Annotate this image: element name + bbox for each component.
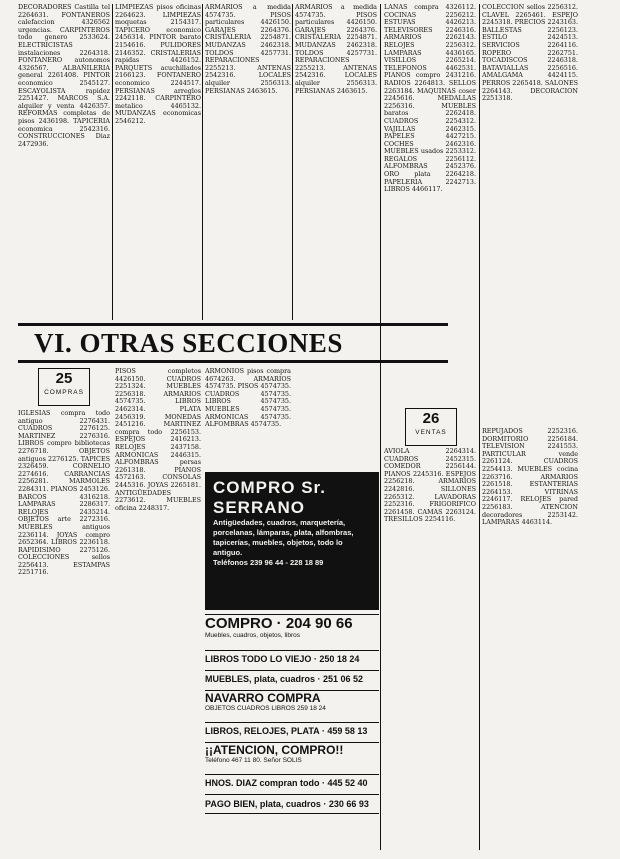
classified-text: ARMARIOS a medida 4574735. PISOS particulares 4426150. GARAJES 2264376. CRISTALERIA 2254871. MUDANZAS 2462318. TOLDOS 4257731. REPARACIONES 2255213. ANTENAS 2542316. LOCALES alquiler 2556313. PERSIANAS 2463615. <box>295 4 377 95</box>
badge-label: VENTAS <box>415 429 447 436</box>
ad-title: HNOS. DIAZ compran todo · 445 52 40 <box>205 778 368 788</box>
classified-text: AVIOLA 2264314. CUADROS 2452315. COMEDOR 2256144. PIANOS 2245316. ESPEJOS 2256218. ARMARIOS 2242816. SILLONES 2265312. LAVADORAS 2252316. FRIGORIFICO 2261458. CAMAS 2263124. TRESILLOS 2254116. <box>384 448 476 524</box>
badge-number: 26 <box>422 410 440 427</box>
column-5-bottom <box>482 428 578 850</box>
muebles-ad <box>205 670 379 688</box>
ventas-badge <box>405 408 457 446</box>
ad-title: LIBROS, RELOJES, PLATA · 459 58 13 <box>205 726 368 736</box>
column-4-bottom <box>384 448 476 850</box>
column-rule <box>112 4 113 320</box>
ad-text: Teléfono 467 11 80. Señor SOLIS <box>205 757 302 764</box>
column-5-top <box>482 4 578 424</box>
compras-badge <box>38 368 90 406</box>
column-rule <box>479 4 480 850</box>
column-rule <box>202 4 203 320</box>
ad-phone: Teléfonos 239 96 44 - 228 18 89 <box>213 558 324 567</box>
classified-text: ARMONIOS pisos compra 4674263. ARMARIOS 4574735. PISOS 4574735. CUADROS 4574735. LIBROS 4574735. MUEBLES 4574735. ARMONICAS 4574735. ALFOMBRAS 4574735. <box>205 368 291 429</box>
column-4-upper <box>384 4 476 406</box>
ad-title: LIBROS TODO LO VIEJO · 250 18 24 <box>205 654 360 664</box>
column-2-bottom <box>115 368 201 850</box>
ad-title: COMPRO Sr. SERRANO <box>213 478 326 517</box>
serrano-ad <box>205 472 379 610</box>
badge-number: 25 <box>55 370 73 387</box>
ad-title: ¡¡ATENCION, COMPRO!! <box>205 743 344 757</box>
column-1-bottom <box>18 410 110 850</box>
classified-text: LIMPIEZAS pisos oficinas 2264623. LIMPIEZAS moquetas 2154317. TAPICERO economico 2456314. PINTOR barato 2154616. PULIDORES 2146352. CRISTALERIAS rapidas 4426152. PARQUETS acuchillados 2166123. FONTANERO economico 2244517. PERSIANAS arreglos 2242118. CARPINTERO metalico 4465132. MUDANZAS economicas 2546212. <box>115 4 201 125</box>
column-3-bottom <box>205 368 291 468</box>
column-rule <box>292 4 293 320</box>
column-4-top <box>295 4 377 320</box>
classified-text: IGLESIAS compra todo antiguo 2276431. CUADROS 2276125. MARTINEZ 2276316. LIBROS compro bibliotecas 2276718. OBJETOS antiguos 2276125. TAPICES 2326459. CORNELIO 2274616. CARRANCIAS 2256281. MARMOLES 2284311. PIANOS 2453126. BARCOS 4316218. LAMPARAS 2286317. RELOJES 2435214. OBJETOS arte 2272316. MUEBLES antiguos 2236114. JOYAS compro 2652364. LIBROS 2236118. RAPIDISIMO 2275126. COLECCIONES sellos 2256413. ESTAMPAS 2251716. <box>18 410 110 577</box>
classified-text: PISOS completos 4426150. CUADROS 2251324. MUEBLES 2256318. ARMARIOS 4574735. LIBROS 2462314. PLATA 2456319. MONEDAS 2451216. MARTINEZ compra todo 2256153. ESPEJOS 2416213. RELOJES 2437158. ARMONICAS 2446315. ALFOMBRAS persas 2261318. PIANOS 4572163. CONSOLAS 2445316. JOYAS 2265181. ANTIGÜEDADES 2273612. MUEBLES oficina 2248317. <box>115 368 201 512</box>
column-1-top <box>18 4 110 320</box>
ad-text: OBJETOS CUADROS LIBROS 259 18 24 <box>205 705 326 712</box>
libros-relojes-ad <box>205 722 379 740</box>
pago-bien-ad <box>205 794 379 814</box>
ad-title: MUEBLES, plata, cuadros · 251 06 52 <box>205 674 364 684</box>
hnos-diaz-ad <box>205 774 379 792</box>
ad-title: NAVARRO COMPRA <box>205 691 321 705</box>
column-rule <box>380 4 381 850</box>
atencion-ad <box>205 742 379 772</box>
ad-text: Muebles, cuadros, objetos, libros <box>205 632 301 639</box>
classified-text: DECORADORES Castilla tel 2264631. FONTANEROS calefaccion 4326562 urgencias. CARPINTEROS todo genero 2533624. ELECTRICISTAS instalaciones 2264318. FONTANERO autonomos 4326567. ALBAÑILERIA general 2261408. PINTOR economico 2545127. ESCAYOLISTA rapidez 2251427. MARCOS S.A. alquiler y venta 4426357. REFORMAS completas de pisos 2436198. TAPICERIA economica 2542316. CONSTRUCCIONES Diaz 2472936. <box>18 4 110 148</box>
column-3-top <box>205 4 291 320</box>
ad-title: COMPRO · 204 90 66 <box>205 615 353 632</box>
section-title: VI. OTRAS SECCIONES <box>18 323 448 363</box>
classified-text: LANAS compra 4326112. COCINAS 2256212. ESTUFAS 4426213. TELEVISORES 2246316. ARMARIOS 2262143. RELOJES 2256312. LAMPARAS 4436165. VISILLOS 2265214. TELEFONOS 4462531. PIANOS compro 2431216. RADIOS 2264813. SELLOS 2263184. MAQUINAS coser 2245616. MEDALLAS 2256316. MUEBLES baratos 2262418. CUADROS 2254312. VAJILLAS 2462315. PAPELES 4427215. COCHES 2462316. MUEBLES usados 2253312. REGALOS 2256112. ALFOMBRAS 2452376. ORO plata 2264218. PAPELERIA 2242713. LIBROS 4466117. <box>384 4 476 194</box>
classified-text: ARMARIOS a medida 4574735. PISOS particulares 4426150. GARAJES 2264376. CRISTALERIA 2254871. MUDANZAS 2462318. TOLDOS 4257731. REPARACIONES 2255213. ANTENAS 2542316. LOCALES alquiler 2556313. PERSIANAS 2463615. <box>205 4 291 95</box>
column-2-top <box>115 4 201 320</box>
classified-text: COLECCION sellos 2256312. CLAVEL 2265461. ESPEJO 2245318. PRECIOS 2243163. BALLESTAS 2256123. ESTILO 2424513. SERVICIOS 2264116. ROPERO 2262751. TOCADISCOS 2246318. BATAVIALLAS 2256516. AMALGAMA 4424115. PERROS 2265418. SALONES 2264143. DECORACION 2251318. <box>482 4 578 103</box>
badge-label: COMPRAS <box>44 389 84 396</box>
ad-text: Antigüedades, cuadros, marquetería, porcelanas, lámparas, plata, alfombras, tapicerías, muebles, objetos, todo lo antiguo. <box>213 518 354 557</box>
navarro-ad <box>205 690 379 720</box>
compro-ad <box>205 614 379 648</box>
ad-title: PAGO BIEN, plata, cuadros · 230 66 93 <box>205 799 369 809</box>
classified-text: REPUJADOS 2252316. DORMITORIO 2256184. TELEVISION 2241553. PARTICULAR vende 2261124. CUADROS 2254413. MUEBLES cocina 2263716. ARMARIOS 2261518. ESTANTERIAS 2264153. VITRINAS 2246117. RELOJES pared 2256183. ATENCION decoradores 2253142. LAMPARAS 4463114. <box>482 428 578 527</box>
libros-ad <box>205 650 379 668</box>
